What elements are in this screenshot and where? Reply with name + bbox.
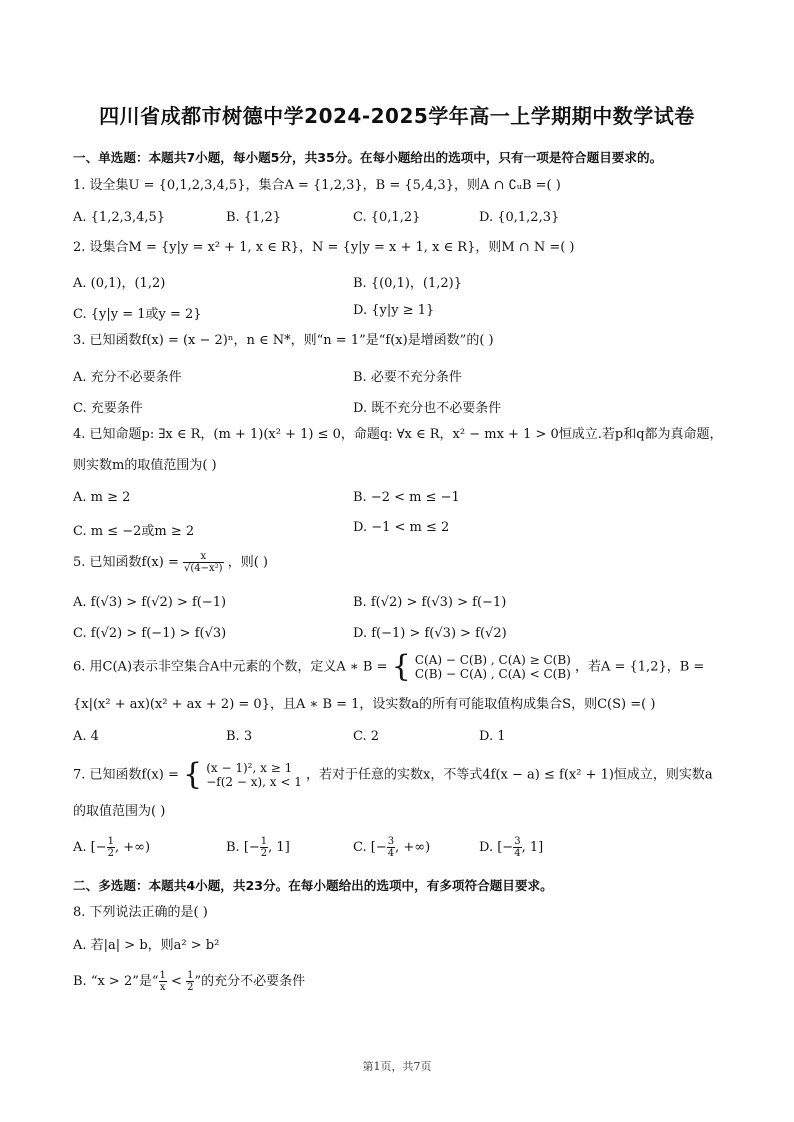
question-3-stem: 3. 已知函数f(x) = (x − 2)ⁿ，n ∈ N*，则“n = 1”是“f(x)是增函数”的( )	[73, 333, 494, 348]
question-1-stem: 1. 设全集U = {0,1,2,3,4,5}，集合A = {1,2,3}，B = {5,4,3}，则A ∩ ∁ᵤB =( )	[73, 178, 561, 193]
question-4-option-b: B. −2 < m ≤ −1	[353, 490, 460, 505]
case-line-1: (x − 1)², x ≥ 1	[206, 761, 293, 775]
option-prefix: A. [−	[73, 840, 107, 855]
question-5-option-b: B. f(√2) > f(√3) > f(−1)	[353, 595, 507, 610]
case-line-1: C(A) − C(B) , C(A) ≥ C(B)	[414, 653, 571, 667]
option-fraction	[260, 836, 268, 859]
fraction-numerator: 1	[159, 970, 166, 981]
option-fraction	[387, 836, 395, 859]
question-8-option-b	[73, 970, 305, 993]
fraction-numerator: 1	[260, 836, 268, 847]
question-5-option-a: A. f(√3) > f(√2) > f(−1)	[73, 595, 227, 610]
section-single-choice: 一、单选题：本题共7小题，每小题5分，共35分。在每小题给出的选项中，只有一项是符合题目要求的。	[73, 150, 663, 165]
option-suffix: ”的充分不必要条件	[194, 974, 306, 989]
question-2-option-c: C. {y|y = 1或y = 2}	[73, 307, 202, 322]
question-5-option-c: C. f(√2) > f(−1) > f(√3)	[73, 626, 227, 641]
fraction-numerator: x	[183, 551, 224, 563]
option-suffix: , +∞)	[115, 840, 151, 855]
question-4-stem-line1: 4. 已知命题p: ∃x ∈ R，(m + 1)(x² + 1) ≤ 0，命题q: ∀x ∈ R，x² − mx + 1 > 0恒成立.若p和q都为真命题，	[73, 427, 723, 442]
fraction-denominator: x	[159, 982, 166, 993]
option-suffix: , 1]	[268, 840, 290, 855]
question-6-option-c: C. 2	[353, 729, 380, 744]
question-3-option-a: A. 充分不必要条件	[73, 370, 182, 385]
option-prefix: B. [−	[226, 840, 260, 855]
question-1-option-a: A. {1,2,3,4,5}	[73, 210, 166, 225]
fraction-numerator: 1	[187, 970, 194, 981]
option-fraction	[513, 836, 521, 859]
section-multiple-choice: 二、多选题：本题共4小题，共23分。在每小题给出的选项中，有多项符合题目要求。	[73, 878, 553, 893]
question-7-option-d	[479, 836, 543, 859]
fraction-denominator: 2	[260, 848, 268, 859]
question-4-option-c: C. m ≤ −2或m ≥ 2	[73, 524, 195, 539]
question-5-stem	[73, 551, 268, 574]
question-7-option-b	[226, 836, 290, 859]
question-5-option-d: D. f(−1) > f(√3) > f(√2)	[353, 626, 507, 641]
question-6-option-b: B. 3	[226, 729, 253, 744]
question-6-option-d: D. 1	[479, 729, 506, 744]
brace-symbol: {	[391, 649, 411, 684]
question-7-option-a	[73, 836, 150, 859]
fraction-denominator: 4	[387, 848, 395, 859]
question-2-option-d: D. {y|y ≥ 1}	[353, 303, 435, 318]
question-1-option-b: B. {1,2}	[226, 210, 282, 225]
fraction-numerator: 3	[387, 836, 395, 847]
question-7-stem-line1	[73, 757, 713, 792]
question-4-option-d: D. −1 < m ≤ 2	[353, 520, 450, 535]
page-footer: 第1页，共7页	[362, 1060, 432, 1073]
option-prefix: C. [−	[353, 840, 387, 855]
question-6-stem-suffix: ，若A = {1,2}，B =	[574, 659, 705, 675]
option-suffix: , +∞)	[395, 840, 431, 855]
question-7-stem-prefix: 7. 已知函数f(x) =	[73, 767, 179, 783]
question-2-option-b: B. {(0,1)，(1,2)}	[353, 276, 462, 291]
case-line-2: −f(2 − x), x < 1	[206, 775, 302, 789]
piecewise-cases	[206, 761, 302, 789]
question-5-stem-suffix: ，则( )	[227, 555, 268, 570]
option-suffix: , 1]	[521, 840, 544, 855]
question-5-stem-prefix: 5. 已知函数f(x) =	[73, 555, 179, 570]
fraction-denominator: 2	[107, 848, 114, 859]
fraction-denominator: 4	[514, 848, 521, 859]
question-6-stem-line2: {x|(x² + ax)(x² + ax + 2) = 0}，且A ∗ B = 1，设实数a的所有可能取值构成集合S，则C(S) =( )	[73, 697, 656, 712]
question-7-stem-suffix: ，若对于任意的实数x，不等式4f(x − a) ≤ f(x² + 1)恒成立，则实数a	[306, 767, 713, 783]
question-7-option-c	[353, 836, 430, 859]
option-prefix: B. “x > 2”是“	[73, 974, 159, 989]
question-8-stem: 8. 下列说法正确的是( )	[73, 905, 208, 920]
question-5-fraction	[183, 551, 224, 574]
question-6-stem-line1	[73, 649, 705, 684]
question-2-stem: 2. 设集合M = {y|y = x² + 1, x ∈ R}，N = {y|y = x + 1, x ∈ R}，则M ∩ N =( )	[73, 240, 575, 255]
option-fraction	[107, 836, 115, 859]
question-8-option-a: A. 若|a| > b，则a² > b²	[73, 938, 220, 953]
page-title: 四川省成都市树德中学2024-2025学年高一上学期期中数学试卷	[99, 104, 695, 128]
question-6-option-a: A. 4	[73, 729, 99, 744]
question-6-stem-prefix: 6. 用C(A)表示非空集合A中元素的个数，定义A ∗ B =	[73, 659, 388, 675]
question-1-option-d: D. {0,1,2,3}	[479, 210, 560, 225]
case-line-2: C(B) − C(A) , C(A) < C(B)	[414, 667, 571, 681]
question-2-option-a: A. (0,1)，(1,2)	[73, 276, 166, 291]
piecewise-cases	[415, 653, 571, 681]
question-1-option-c: C. {0,1,2}	[353, 210, 421, 225]
brace-symbol: {	[183, 757, 203, 792]
option-operator: <	[166, 974, 187, 989]
question-4-stem-line2: 则实数m的取值范围为( )	[73, 458, 217, 473]
fraction-numerator: 1	[107, 836, 114, 847]
option-prefix: D. [−	[479, 840, 514, 855]
question-3-option-c: C. 充要条件	[73, 401, 143, 416]
fraction-numerator: 3	[514, 836, 521, 847]
fraction-denominator: 2	[187, 982, 194, 993]
question-4-option-a: A. m ≥ 2	[73, 490, 131, 505]
question-7-stem-line2: 的取值范围为( )	[73, 804, 166, 819]
question-3-option-d: D. 既不充分也不必要条件	[353, 401, 502, 416]
question-3-option-b: B. 必要不充分条件	[353, 370, 462, 385]
fraction-denominator: √(4−x²)	[184, 563, 223, 574]
option-fraction-1	[159, 970, 167, 993]
